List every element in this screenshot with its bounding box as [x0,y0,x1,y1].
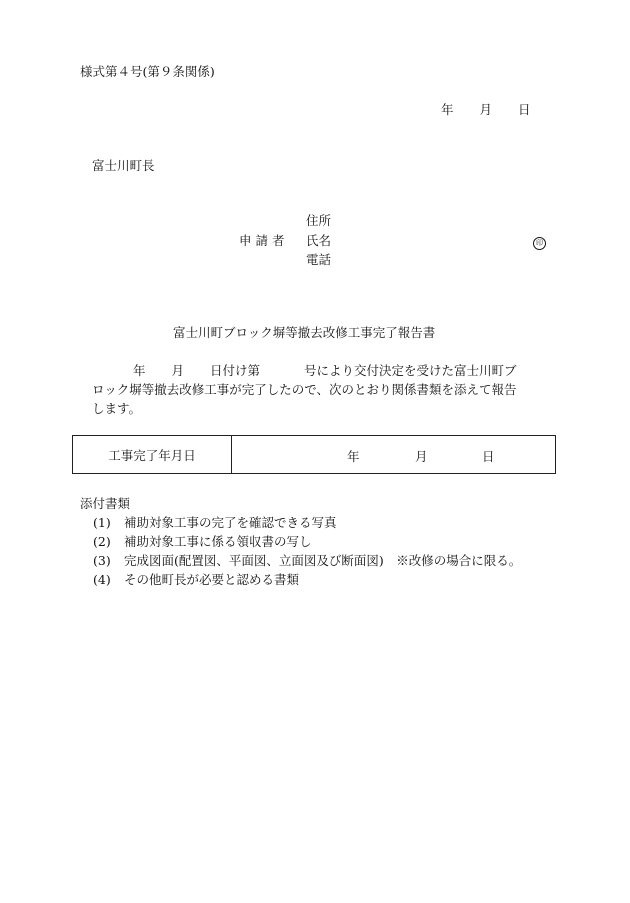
body-day-ref: 日付け第 [210,363,261,378]
document-title: 富士川町ブロック塀等撤去改修工事完了報告書 [173,325,436,340]
attachment-item [93,514,337,532]
body-line-1 [133,362,517,380]
seal-mark [533,232,546,250]
date-month-label: 月 [479,102,493,117]
completion-month-label: 月 [415,449,428,464]
completion-date-table [72,435,556,474]
completion-date-label: 工事完了年月日 [108,447,196,463]
applicant-phone-label: 電話 [306,252,332,267]
body-text-rest: 号により交付決定を受けた富士川町ブ [304,363,517,378]
attachment-item [93,533,312,551]
attachment-number: (4) [93,572,111,587]
attachment-text: その他町長が必要と認める書類 [124,572,300,587]
addressee: 富士川町長 [92,158,155,173]
body-line-2: ロック塀等撤去改修工事が完了したので、次のとおり関係書類を添えて報告 [92,382,517,397]
attachment-number: (2) [93,534,111,549]
attachment-item [93,552,521,570]
completion-date-label-cell [73,436,232,473]
attachment-number: (1) [93,515,111,530]
date-line [441,101,531,119]
attachment-text: 補助対象工事の完了を確認できる写真 [124,515,337,530]
date-year-label: 年 [441,102,454,117]
applicant-label: 申 請 者 [239,233,285,248]
seal-icon: 印 [533,237,546,250]
form-number: 様式第４号(第９条関係) [80,64,215,79]
body-line-3: します。 [92,401,142,416]
completion-date-value-cell [232,436,555,473]
attachment-number: (3) [93,553,111,568]
attachment-text: 完成図面(配置図、平面図、立面図及び断面図) ※改修の場合に限る。 [124,553,522,568]
body-month: 月 [171,363,185,378]
attachments-heading: 添付書類 [80,496,131,511]
completion-year-label: 年 [347,449,360,464]
attachment-text: 補助対象工事に係る領収書の写し [124,534,312,549]
date-day-label: 日 [518,102,531,117]
applicant-name-label: 氏名 [306,233,332,248]
completion-day-label: 日 [482,449,495,464]
applicant-address-label: 住所 [306,213,332,228]
attachment-item [93,571,299,589]
body-year: 年 [133,363,146,378]
